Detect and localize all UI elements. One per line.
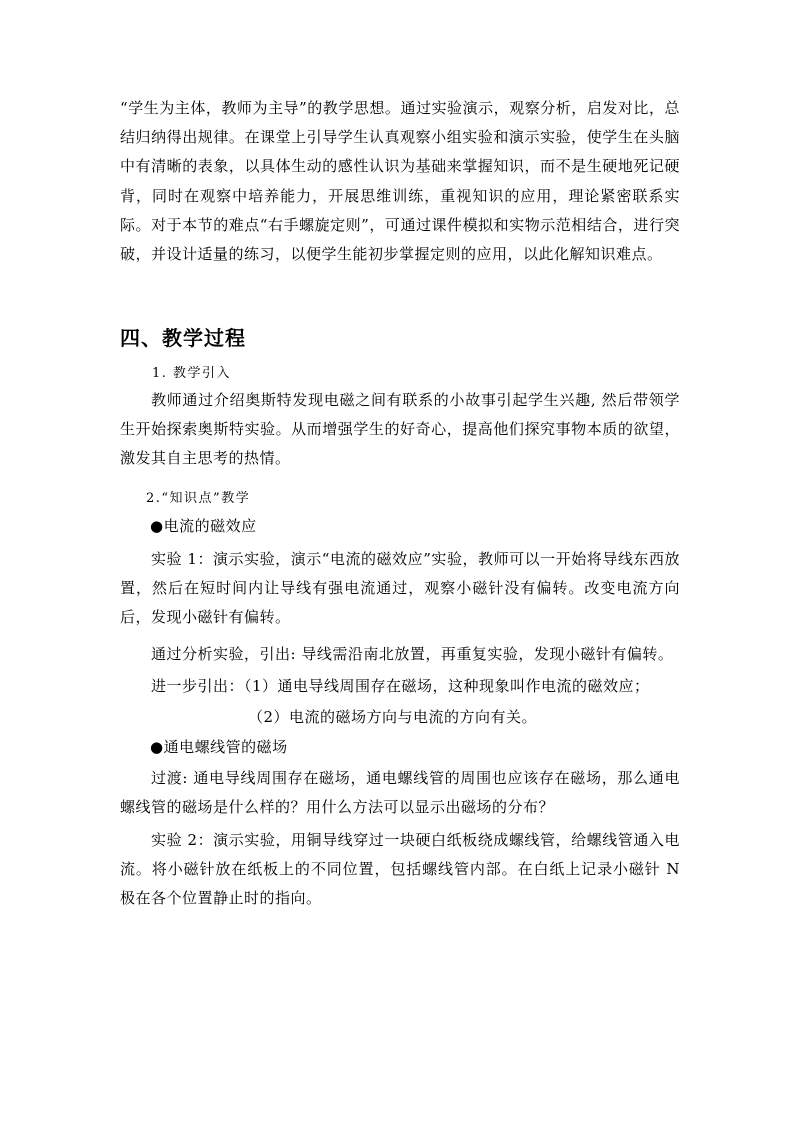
subheading-knowledge: 2.“知识点”教学: [146, 491, 251, 506]
paragraph-transition: 过渡: 通电导线周围存在磁场，通电螺线管的周围也应该存在磁场，那么通电螺线管的磁场是什么样的？用什么方法可以显示出磁场的分布？: [120, 769, 680, 817]
paragraph-intro: 教师通过介绍奥斯特发现电磁之间有联系的小故事引起学生兴趣, 然后带领学生开始探索奥斯特实验。从而增强学生的好奇心，提高他们探究事物本质的欲望，激发其自主思考的热情。: [120, 391, 680, 468]
paragraph-analysis: 通过分析实验，引出: 导线需沿南北放置，再重复实验，发现小磁针有偏转。: [151, 645, 674, 663]
bullet-magnetic-effect: ●电流的磁效应: [150, 517, 257, 535]
section-heading-teaching-process: 四、教学过程: [120, 326, 246, 350]
paragraph-experiment-2: 实验 2：演示实验，用铜导线穿过一块硬白纸板绕成螺线管，给螺线管通入电流。将小磁针放在纸板上的不同位置，包括螺线管内部。在白纸上记录小磁针 N 极在各个位置静止时的指向。: [120, 831, 680, 908]
paragraph-further-1: 进一步引出：（1）通电导线周围存在磁场，这种现象叫作电流的磁效应；: [151, 677, 650, 695]
paragraph-teaching-method: “学生为主体，教师为主导”的教学思想。通过实验演示，观察分析，启发对比，总结归纳得出规律。在课堂上引导学生认真观察小组实验和演示实验，使学生在头脑中有清晰的表象，以具体生动的感性认识为基础来掌握知识，而不是生硬地死记硬背，同时在观察中培养能力，开展思维训练，重视知识的应用，理论紧密联系实际。对于本节的难点“右手螺旋定则”，可通过课件模拟和实物示范相结合，进行突破，并设计适量的练习，以便学生能初步掌握定则的应用，以此化解知识难点。: [120, 99, 680, 264]
paragraph-further-2: （2）电流的磁场方向与电流的方向有关。: [248, 708, 538, 726]
bullet-solenoid-field: ●通电螺线管的磁场: [150, 738, 288, 756]
paragraph-experiment-1: 实验 1：演示实验，演示“电流的磁效应”实验，教师可以一开始将导线东西放置，然后在短时间内让导线有强电流通过，观察小磁针没有偏转。改变电流方向后，发现小磁针有偏转。: [120, 550, 680, 627]
subheading-intro: 1. 教学引入: [152, 366, 232, 381]
